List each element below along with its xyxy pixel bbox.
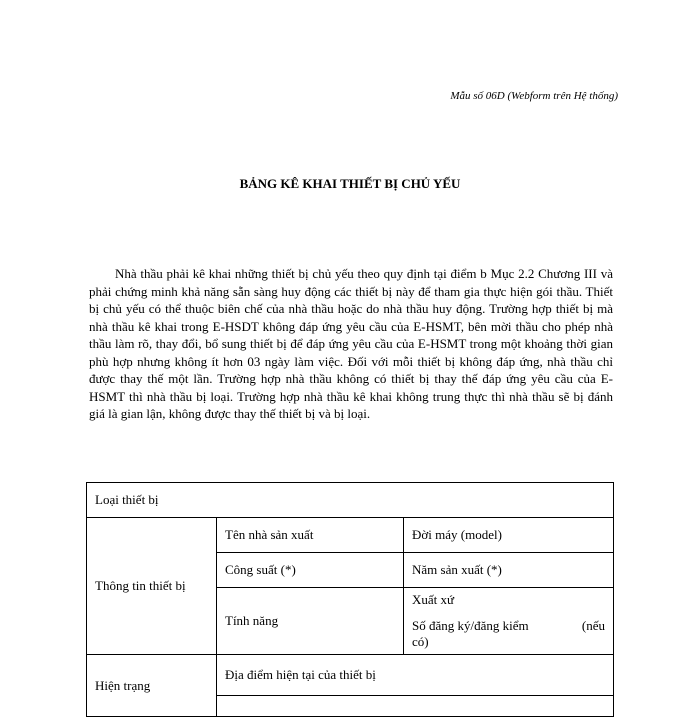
status-label-cell bbox=[87, 655, 217, 717]
equipment-table bbox=[86, 482, 614, 717]
production-year-cell bbox=[404, 553, 614, 588]
features-cell bbox=[217, 588, 404, 655]
model-label: Đời máy (model) bbox=[412, 527, 502, 542]
registration-if: (nếu bbox=[581, 618, 605, 633]
manufacturer-label: Tên nhà sản xuất bbox=[225, 527, 314, 542]
capacity-label: Công suất (*) bbox=[225, 562, 296, 577]
production-year-label: Năm sản xuất (*) bbox=[412, 562, 502, 577]
equipment-type-cell bbox=[87, 483, 614, 518]
origin-registration-cell bbox=[404, 588, 614, 655]
registration-tail: có) bbox=[412, 634, 429, 649]
info-label: Thông tin thiết bị bbox=[95, 578, 186, 593]
document-title: BẢNG KÊ KHAI THIẾT BỊ CHỦ YẾU bbox=[239, 176, 461, 191]
capacity-cell bbox=[217, 553, 404, 588]
registration-label: Số đăng ký/đăng kiểm bbox=[412, 618, 529, 633]
equipment-type-label: Loại thiết bị bbox=[95, 492, 159, 507]
current-location-cell bbox=[217, 655, 614, 696]
model-cell bbox=[404, 518, 614, 553]
features-label: Tính năng bbox=[225, 613, 279, 628]
status-label: Hiện trạng bbox=[95, 677, 151, 693]
current-location-label: Địa điểm hiện tại của thiết bị bbox=[225, 667, 376, 682]
info-label-cell bbox=[87, 518, 217, 655]
next-status-cell bbox=[217, 696, 614, 717]
form-code: Mẫu số 06D (Webform trên Hệ thống) bbox=[450, 90, 618, 102]
origin-label: Xuất xứ bbox=[412, 592, 455, 607]
intro-paragraph: Nhà thầu phải kê khai những thiết bị chủ yếu theo quy định tại điểm b Mục 2.2 Chương III và phải chứng minh khả năng sẵn sàng huy động các thiết bị này để tham gia thực hiện gói thầu. Thiết bị chủ yếu có thể thuộc biên chế của nhà thầu hoặc do nhà thầu huy động. Trường hợp thiết bị mà nhà thầu kê khai trong E-HSDT không đáp ứng yêu cầu của E-HSMT, bên mời thầu cho phép nhà thầu làm rõ, thay đổi, bổ sung thiết bị để đáp ứng yêu cầu của E-HSMT trong một khoảng thời gian phù hợp nhưng không ít hơn 03 ngày làm việc. Đối với mỗi thiết bị không đáp ứng, nhà thầu chỉ được thay thế một lần. Trường hợp nhà thầu không có thiết bị thay thế đáp ứng yêu cầu của E-HSMT thì nhà thầu bị loại. Trường hợp nhà thầu kê khai không trung thực thì nhà thầu sẽ bị đánh giá là gian lận, không được thay thế thiết bị và bị loại. bbox=[89, 266, 613, 421]
manufacturer-cell bbox=[217, 518, 404, 553]
registration-line bbox=[412, 618, 605, 634]
